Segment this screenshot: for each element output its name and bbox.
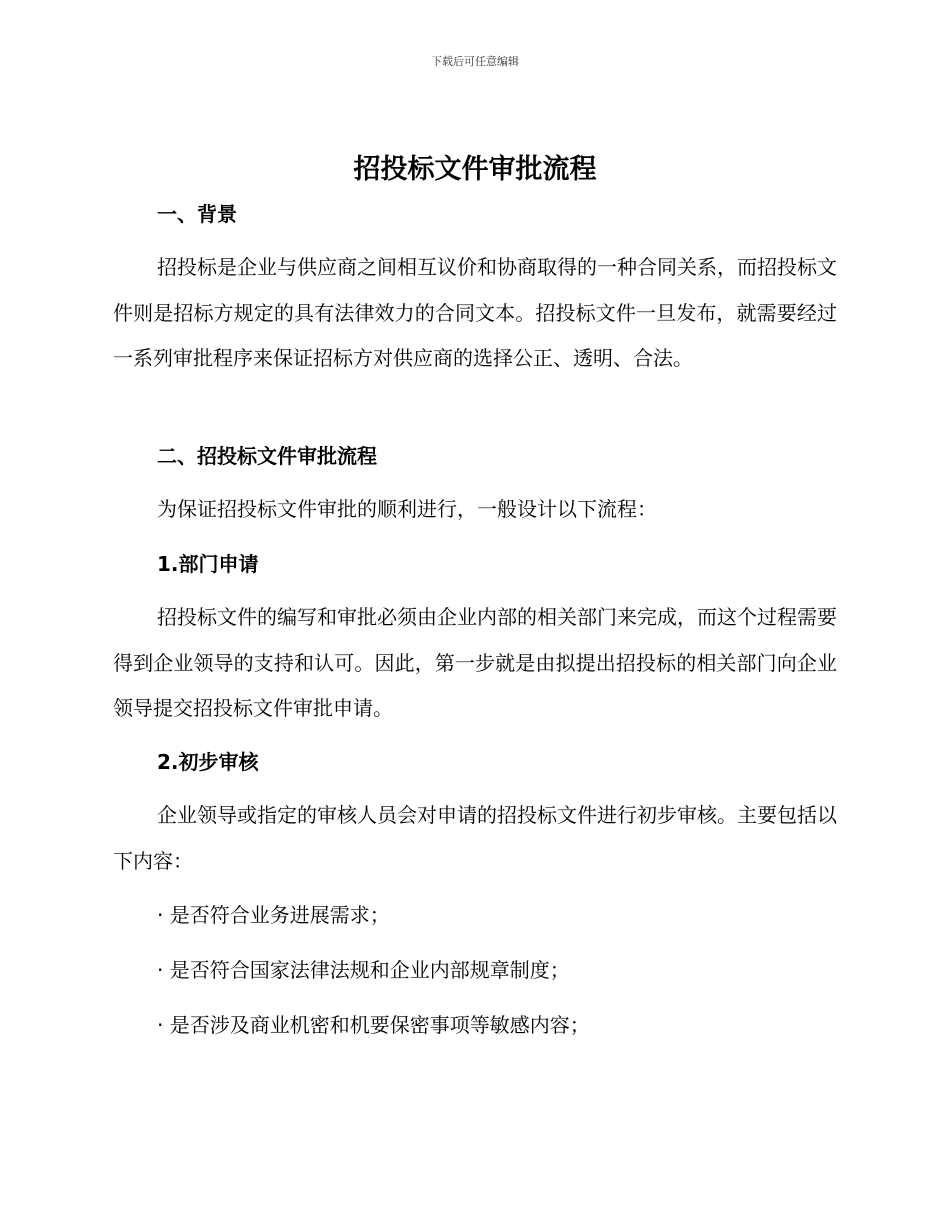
section-heading-process: 二、招投标文件审批流程: [157, 444, 377, 468]
step2-paragraph: 企业领导或指定的审核人员会对申请的招投标文件进行初步审核。主要包括以下内容：: [113, 803, 837, 873]
document-title: 招投标文件审批流程: [353, 154, 597, 185]
step1-paragraph: 招投标文件的编写和审批必须由企业内部的相关部门来完成，而这个过程需要得到企业领导的支持和认可。因此，第一步就是由拟提出招投标的相关部门向企业领导提交招投标文件审批申请。: [113, 605, 837, 720]
process-intro-paragraph: 为保证招投标文件审批的顺利进行，一般设计以下流程：: [157, 497, 657, 521]
bullet-item: · 是否涉及商业机密和机要保密事项等敏感内容；: [157, 1013, 590, 1037]
header-note: 下载后可任意编辑: [431, 55, 519, 68]
background-paragraph: 招投标是企业与供应商之间相互议价和协商取得的一种合同关系，而招投标文件则是招标方规定的具有法律效力的合同文本。招投标文件一旦发布，就需要经过一系列审批程序来保证招标方对供应商的选择公正、透明、合法。: [113, 255, 837, 370]
process-intro-block: [113, 487, 837, 533]
background-paragraph-block: [113, 245, 837, 382]
bullet-item: · 是否符合国家法律法规和企业内部规章制度；: [157, 958, 570, 982]
bullet-item: · 是否符合业务进展需求；: [157, 903, 390, 927]
step2-paragraph-block: [113, 793, 837, 884]
section-heading-background: 一、背景: [157, 202, 237, 226]
step1-paragraph-block: [113, 595, 837, 732]
step2-heading: 2.初步审核: [157, 750, 259, 774]
step1-heading: 1.部门申请: [157, 552, 259, 576]
